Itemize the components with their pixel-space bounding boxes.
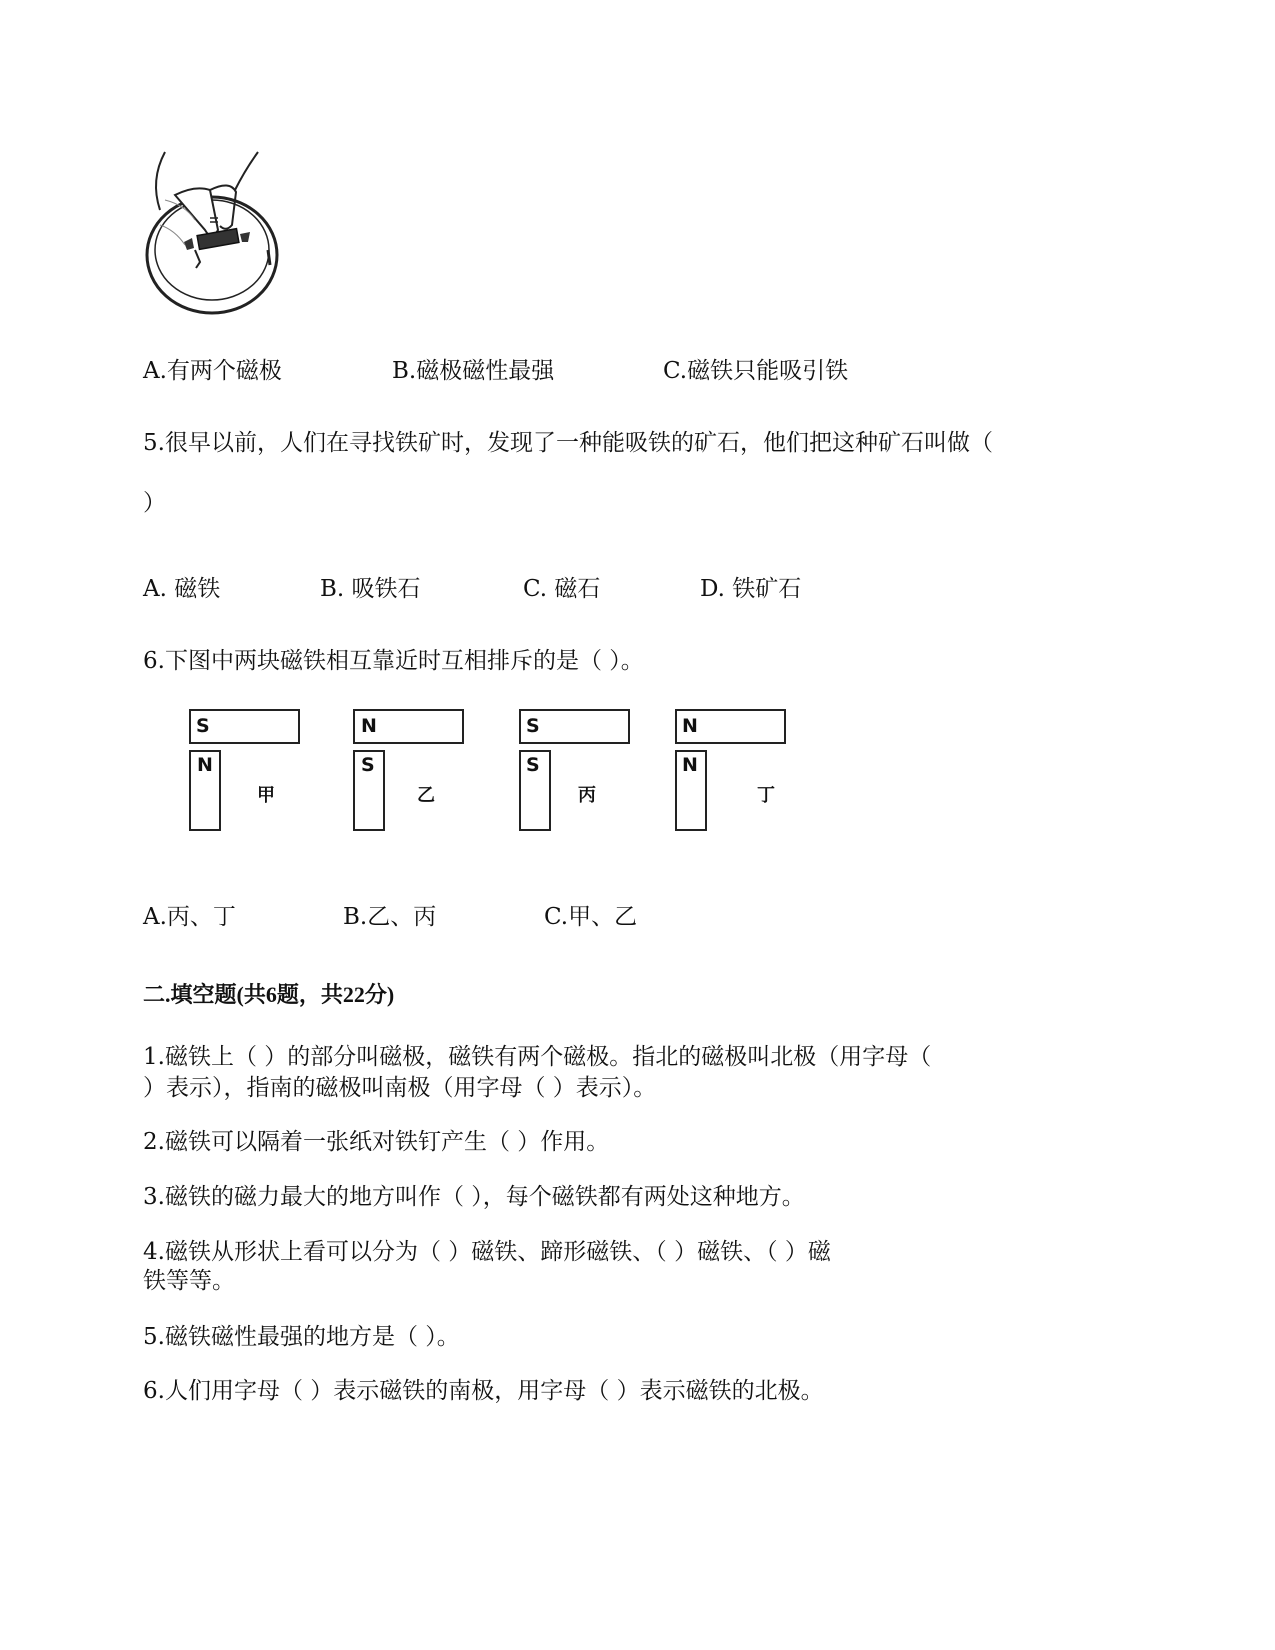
q5-question-close: ） (143, 490, 166, 516)
fill-question-4-line2: 铁等等。 (143, 1268, 235, 1294)
pole-label: N (682, 715, 698, 737)
fill-question-4-line1: 4.磁铁从形状上看可以分为（ ）磁铁、蹄形磁铁、（ ）磁铁、（ ）磁 (143, 1239, 831, 1265)
fill-question-6: 6.人们用字母（ ）表示磁铁的南极，用字母（ ）表示磁铁的北极。 (143, 1378, 824, 1404)
q6-question-text: 6.下图中两块磁铁相互靠近时互相排斥的是（ ）。 (143, 648, 644, 674)
magnet-label: 丙 (578, 785, 596, 806)
pole-label: N (197, 754, 213, 776)
fill-question-3: 3.磁铁的磁力最大的地方叫作（ ），每个磁铁都有两处这种地方。 (143, 1184, 805, 1210)
fill-question-2: 2.磁铁可以隔着一张纸对铁钉产生（ ）作用。 (143, 1129, 610, 1155)
q5-question-text: 5.很早以前，人们在寻找铁矿时，发现了一种能吸铁的矿石，他们把这种矿石叫做（ (143, 430, 993, 456)
magnet-label: 乙 (417, 785, 435, 806)
q5-option-a[interactable]: A. 磁铁 (143, 576, 221, 602)
fill-question-1-line2: ）表示），指南的磁极叫南极（用字母（ ）表示）。 (143, 1075, 657, 1101)
q4-option-c[interactable]: C.磁铁只能吸引铁 (663, 358, 849, 384)
pole-label: N (682, 754, 698, 776)
q6-option-b[interactable]: B.乙、丙 (343, 904, 437, 930)
section-title: 二.填空题(共6题，共22分) (143, 982, 395, 1007)
pole-label: S (196, 715, 210, 737)
pole-label: S (526, 715, 540, 737)
q6-option-a[interactable]: A.丙、丁 (143, 904, 236, 930)
magnet-label: 丁 (757, 785, 775, 806)
q4-option-a[interactable]: A.有两个磁极 (143, 358, 282, 384)
q6-option-c[interactable]: C.甲、乙 (544, 904, 638, 930)
q5-option-d[interactable]: D. 铁矿石 (700, 576, 802, 602)
pole-label: S (361, 754, 375, 776)
fill-question-5: 5.磁铁磁性最强的地方是（ ）。 (143, 1324, 460, 1350)
q4-option-b[interactable]: B.磁极磁性最强 (392, 358, 555, 384)
q5-option-c[interactable]: C. 磁石 (523, 576, 601, 602)
magnet-label: 甲 (257, 785, 275, 806)
pole-label: S (526, 754, 540, 776)
q5-option-b[interactable]: B. 吸铁石 (320, 576, 421, 602)
pole-label: N (361, 715, 377, 737)
fill-question-1-line1: 1.磁铁上（ ）的部分叫磁极，磁铁有两个磁极。指北的磁极叫北极（用字母（ (143, 1044, 932, 1070)
magnet-in-dish-illustration (140, 150, 290, 320)
